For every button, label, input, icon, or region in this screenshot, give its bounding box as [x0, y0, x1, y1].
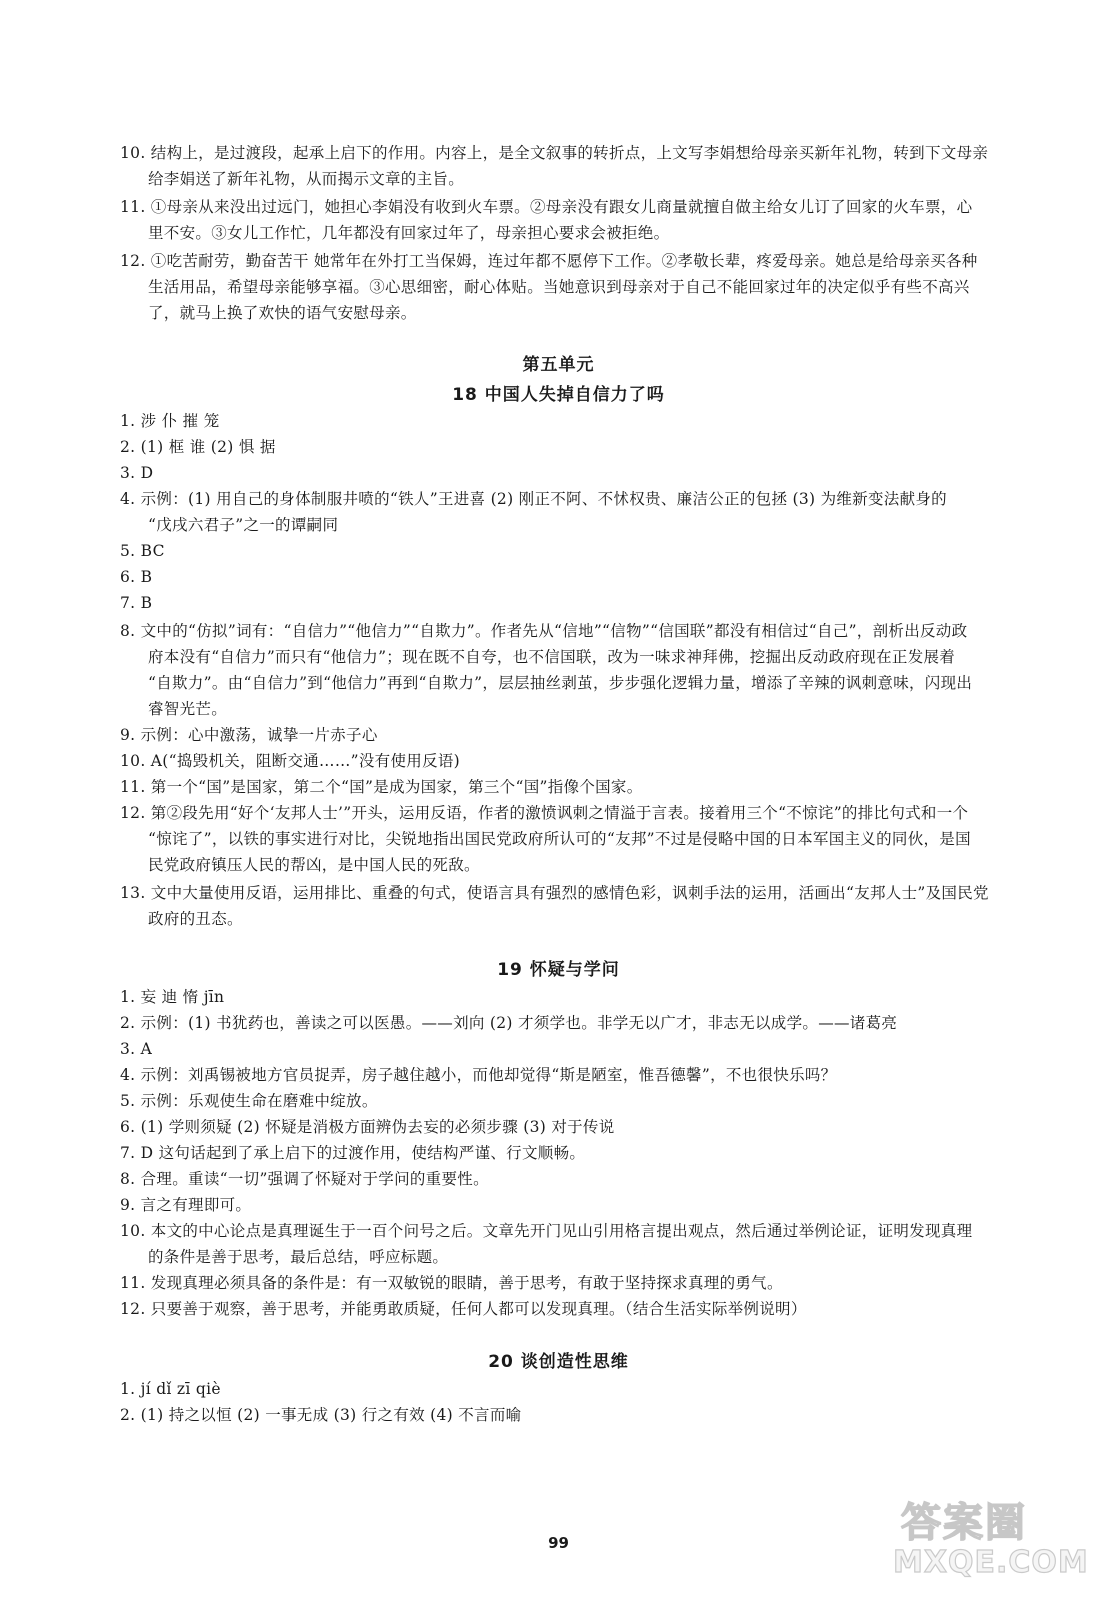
answer-line: 6. (1) 学则须疑 (2) 怀疑是消极方面辨伪去妄的必须步骤 (3) 对于传说	[120, 1118, 615, 1136]
answer-line: 12. 第②段先用“好个‘友邦人士’”开头，运用反语，作者的激愤讽刺之情溢于言表。接着用三个“不惊诧”的排比句式和一个	[120, 804, 969, 822]
lesson-19-title: 19 怀疑与学问	[497, 960, 620, 980]
answer-line: 12. ①吃苦耐劳，勤奋苦干 她常年在外打工当保姆，连过年都不愿停下工作。②孝敬长辈，疼爱母亲。她总是给母亲买各种	[120, 252, 978, 270]
answer-line: 2. 示例：(1) 书犹药也，善读之可以医愚。——刘向 (2) 才须学也。非学无以广才，非志无以成学。——诸葛亮	[120, 1014, 898, 1032]
answer-line: “自欺力”。由“自信力”到“他信力”再到“自欺力”，层层抽丝剥茧，步步强化逻辑力量，增添了辛辣的讽刺意味，闪现出	[148, 674, 973, 692]
answer-line: 政府的丑态。	[148, 910, 243, 928]
answer-line: 1. jí dǐ zī qiè	[120, 1380, 221, 1398]
answer-line: 10. A(“捣毁机关，阻断交通……”没有使用反语)	[120, 752, 461, 770]
answer-line: 2. (1) 持之以恒 (2) 一事无成 (3) 行之有效 (4) 不言而喻	[120, 1406, 522, 1424]
answer-line: 生活用品，希望母亲能够享福。③心思细密，耐心体贴。当她意识到母亲对于自己不能回家过年的决定似乎有些不高兴	[148, 278, 970, 296]
answer-line: 了，就马上换了欢快的语气安慰母亲。	[148, 304, 417, 322]
watermark-title: 答案圈	[901, 1500, 1027, 1546]
answer-line: 4. 示例：刘禹锡被地方官员捉弄，房子越住越小，而他却觉得“斯是陋室，惟吾德馨”，不也很快乐吗？	[120, 1066, 837, 1084]
answer-line: 5. 示例：乐观使生命在磨难中绽放。	[120, 1092, 378, 1110]
answer-line: 7. D 这句话起到了承上启下的过渡作用，使结构严谨、行文顺畅。	[120, 1144, 586, 1162]
answer-line: 10. 结构上，是过渡段，起承上启下的作用。内容上，是全文叙事的转折点，上文写李娟想给母亲买新年礼物，转到下文母亲	[120, 144, 989, 162]
answer-line: 民党政府镇压人民的帮凶，是中国人民的死敌。	[148, 856, 480, 874]
answer-line: 4. 示例：(1) 用自己的身体制服井喷的“铁人”王进喜 (2) 刚正不阿、不怵权贵、廉洁公正的包拯 (3) 为维新变法献身的	[120, 490, 947, 508]
answer-line: 6. B	[120, 568, 153, 586]
answer-line: 12. 只要善于观察，善于思考，并能勇敢质疑，任何人都可以发现真理。（结合生活实际举例说明）	[120, 1300, 807, 1318]
answer-line: 11. ①母亲从来没出过远门，她担心李娟没有收到火车票。②母亲没有跟女儿商量就擅自做主给女儿订了回家的火车票，心	[120, 198, 973, 216]
answer-line: 1. 妄 迪 惰 jīn	[120, 988, 225, 1006]
answer-line: 5. BC	[120, 542, 165, 560]
answer-line: 2. (1) 框 谁 (2) 惧 据	[120, 438, 276, 456]
answer-line: 9. 言之有理即可。	[120, 1196, 252, 1214]
answer-line: 13. 文中大量使用反语，运用排比、重叠的句式，使语言具有强烈的感情色彩，讽刺手法的运用，活画出“友邦人士”及国民党	[120, 884, 989, 902]
watermark-url: MXQE.COM	[893, 1545, 1089, 1580]
answer-line: 里不安。③女儿工作忙，几年都没有回家过年了，母亲担心要求会被拒绝。	[148, 224, 670, 242]
answer-line: 3. A	[120, 1040, 153, 1058]
answer-line: 9. 示例：心中激荡，诚挚一片赤子心	[120, 726, 378, 744]
answer-line: 睿智光芒。	[148, 700, 228, 718]
answer-line: “惊诧了”，以铁的事实进行对比，尖锐地指出国民党政府所认可的“友邦”不过是侵略中国的日本军国主义的同伙，是国	[148, 830, 971, 848]
answer-line: 8. 合理。重读“一切”强调了怀疑对于学问的重要性。	[120, 1170, 489, 1188]
answer-line: 3. D	[120, 464, 154, 482]
answer-line: 8. 文中的“仿拟”词有：“自信力”“他信力”“自欺力”。作者先从“信地”“信物”“信国联”都没有相信过“自己”，剖析出反动政	[120, 622, 968, 640]
answer-line: 给李娟送了新年礼物，从而揭示文章的主旨。	[148, 170, 465, 188]
answer-line: 1. 涉 仆 摧 笼	[120, 412, 220, 430]
page-number: 99	[548, 1534, 569, 1552]
answer-line: 11. 发现真理必须具备的条件是：有一双敏锐的眼睛，善于思考，有敢于坚持探求真理的勇气。	[120, 1274, 783, 1292]
lesson-18-title: 18 中国人失掉自信力了吗	[452, 385, 665, 405]
answer-line: 11. 第一个“国”是国家，第二个“国”是成为国家，第三个“国”指像个国家。	[120, 778, 643, 796]
answer-line: 7. B	[120, 594, 153, 612]
answer-line: 10. 本文的中心论点是真理诞生于一百个问号之后。文章先开门见山引用格言提出观点，然后通过举例论证，证明发现真理	[120, 1222, 973, 1240]
answer-line: 府本没有“自信力”而只有“他信力”；现在既不自夸，也不信国联，改为一味求神拜佛，挖掘出反动政府现在正发展着	[148, 648, 956, 666]
watermark-logo	[893, 1500, 1098, 1586]
answer-line: 的条件是善于思考，最后总结，呼应标题。	[148, 1248, 449, 1266]
answer-line: “戊戌六君子”之一的谭嗣同	[148, 516, 339, 534]
unit-title: 第五单元	[522, 355, 595, 375]
lesson-20-title: 20 谈创造性思维	[488, 1352, 629, 1372]
